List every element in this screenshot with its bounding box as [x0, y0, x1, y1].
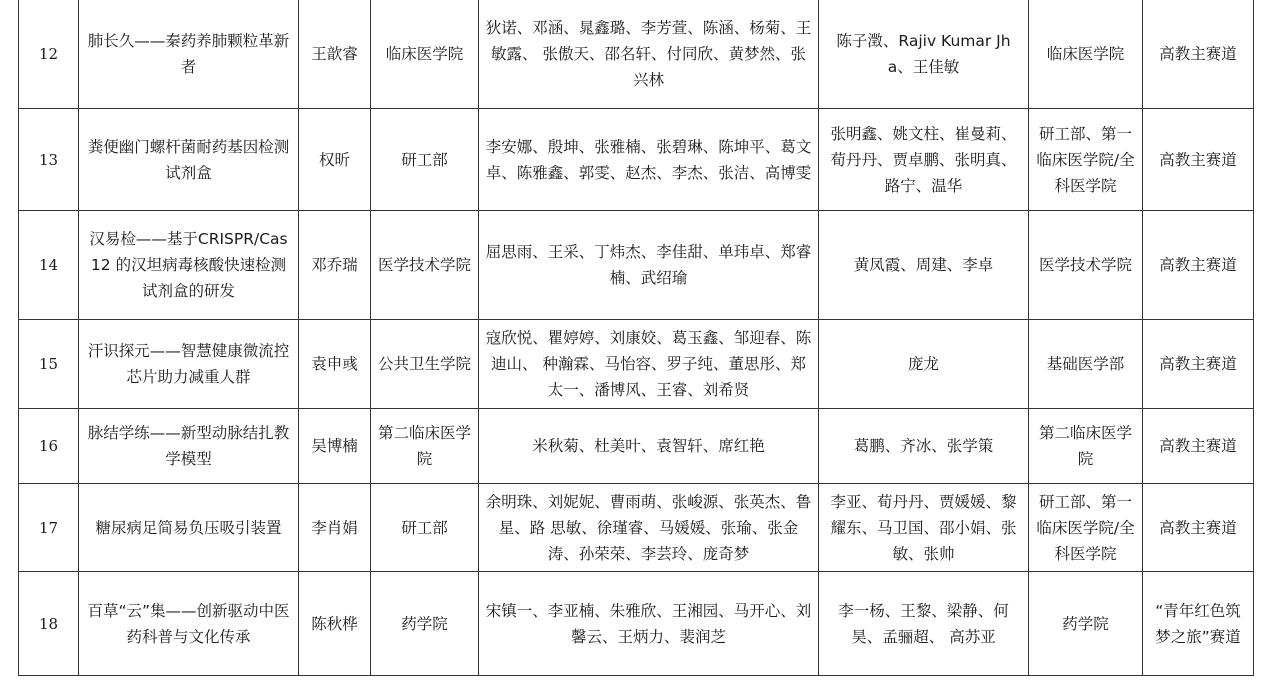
leader-name: 王歆睿 — [299, 0, 371, 109]
row-number: 18 — [19, 572, 79, 676]
team-members: 米秋菊、杜美叶、袁智轩、席红艳 — [479, 409, 819, 484]
row-number: 15 — [19, 320, 79, 409]
team-members: 屈思雨、王采、丁炜杰、李佳甜、单玮卓、郑睿楠、武绍瑜 — [479, 211, 819, 320]
table-row — [19, 409, 1254, 484]
project-name: 糖尿病足简易负压吸引装置 — [79, 484, 299, 572]
competition-track: 高教主赛道 — [1143, 320, 1254, 409]
row-number: 14 — [19, 211, 79, 320]
leader-college: 研工部 — [371, 109, 479, 211]
leader-name: 权昕 — [299, 109, 371, 211]
advisors: 李一杨、王黎、梁静、何昊、孟骊超、 高苏亚 — [819, 572, 1029, 676]
recommending-unit: 临床医学院 — [1029, 0, 1143, 109]
leader-college: 药学院 — [371, 572, 479, 676]
table-row — [19, 320, 1254, 409]
project-name: 脉结学练——新型动脉结扎教学模型 — [79, 409, 299, 484]
project-name: 百草“云”集——创新驱动中医药科普与文化传承 — [79, 572, 299, 676]
project-list-table — [18, 0, 1254, 676]
advisors: 张明鑫、姚文柱、崔曼莉、荀丹丹、贾卓鹏、张明真、路宁、温华 — [819, 109, 1029, 211]
row-number: 17 — [19, 484, 79, 572]
recommending-unit: 基础医学部 — [1029, 320, 1143, 409]
leader-name: 邓乔瑞 — [299, 211, 371, 320]
recommending-unit: 研工部、第一临床医学院/全科医学院 — [1029, 484, 1143, 572]
project-name: 汉易检——基于CRISPR/Cas12 的汉坦病毒核酸快速检测试剂盒的研发 — [79, 211, 299, 320]
advisors: 庞龙 — [819, 320, 1029, 409]
recommending-unit: 药学院 — [1029, 572, 1143, 676]
competition-track: 高教主赛道 — [1143, 211, 1254, 320]
table-row — [19, 109, 1254, 211]
team-members: 余明珠、刘妮妮、曹雨萌、张峻源、张英杰、鲁星、路 思敏、徐瑾睿、马媛媛、张瑜、张金涛、孙荣荣、李芸玲、庞奇梦 — [479, 484, 819, 572]
row-number: 12 — [19, 0, 79, 109]
leader-college: 临床医学院 — [371, 0, 479, 109]
project-name: 粪便幽门螺杆菌耐药基因检测试剂盒 — [79, 109, 299, 211]
leader-name: 陈秋桦 — [299, 572, 371, 676]
table-row — [19, 0, 1254, 109]
table-row — [19, 211, 1254, 320]
team-members: 宋镇一、李亚楠、朱雅欣、王湘园、马开心、刘馨云、王炳力、裴润芝 — [479, 572, 819, 676]
project-name: 汗识探元——智慧健康微流控芯片助力减重人群 — [79, 320, 299, 409]
leader-name: 吴博楠 — [299, 409, 371, 484]
competition-track: “青年红色筑梦之旅”赛道 — [1143, 572, 1254, 676]
table-row — [19, 572, 1254, 676]
leader-college: 第二临床医学院 — [371, 409, 479, 484]
advisors: 葛鹏、齐冰、张学策 — [819, 409, 1029, 484]
leader-name: 袁申彧 — [299, 320, 371, 409]
row-number: 16 — [19, 409, 79, 484]
leader-college: 公共卫生学院 — [371, 320, 479, 409]
row-number: 13 — [19, 109, 79, 211]
leader-college: 研工部 — [371, 484, 479, 572]
recommending-unit: 第二临床医学院 — [1029, 409, 1143, 484]
project-name: 肺长久——秦药养肺颗粒革新者 — [79, 0, 299, 109]
recommending-unit: 医学技术学院 — [1029, 211, 1143, 320]
advisors: 李亚、荀丹丹、贾媛媛、黎耀东、马卫国、邵小娟、张敏、张帅 — [819, 484, 1029, 572]
team-members: 狄诺、邓涵、晁鑫璐、李芳萱、陈涵、杨菊、王敏露、 张傲天、邵名轩、付同欣、黄梦然、张兴林 — [479, 0, 819, 109]
leader-name: 李肖娟 — [299, 484, 371, 572]
team-members: 寇欣悦、瞿婷婷、刘康姣、葛玉鑫、邹迎春、陈迪山、 种瀚霖、马怡容、罗子纯、董思彤、郑太一、潘博风、王睿、刘希贤 — [479, 320, 819, 409]
competition-track: 高教主赛道 — [1143, 409, 1254, 484]
advisors: 陈子澂、Rajiv Kumar Jha、王佳敏 — [819, 0, 1029, 109]
table-row — [19, 484, 1254, 572]
leader-college: 医学技术学院 — [371, 211, 479, 320]
recommending-unit: 研工部、第一临床医学院/全科医学院 — [1029, 109, 1143, 211]
competition-track: 高教主赛道 — [1143, 109, 1254, 211]
competition-track: 高教主赛道 — [1143, 0, 1254, 109]
advisors: 黄凤霞、周建、李卓 — [819, 211, 1029, 320]
competition-track: 高教主赛道 — [1143, 484, 1254, 572]
team-members: 李安娜、殷坤、张雅楠、张碧琳、陈坤平、葛文卓、陈雅鑫、郭雯、赵杰、李杰、张洁、高博雯 — [479, 109, 819, 211]
